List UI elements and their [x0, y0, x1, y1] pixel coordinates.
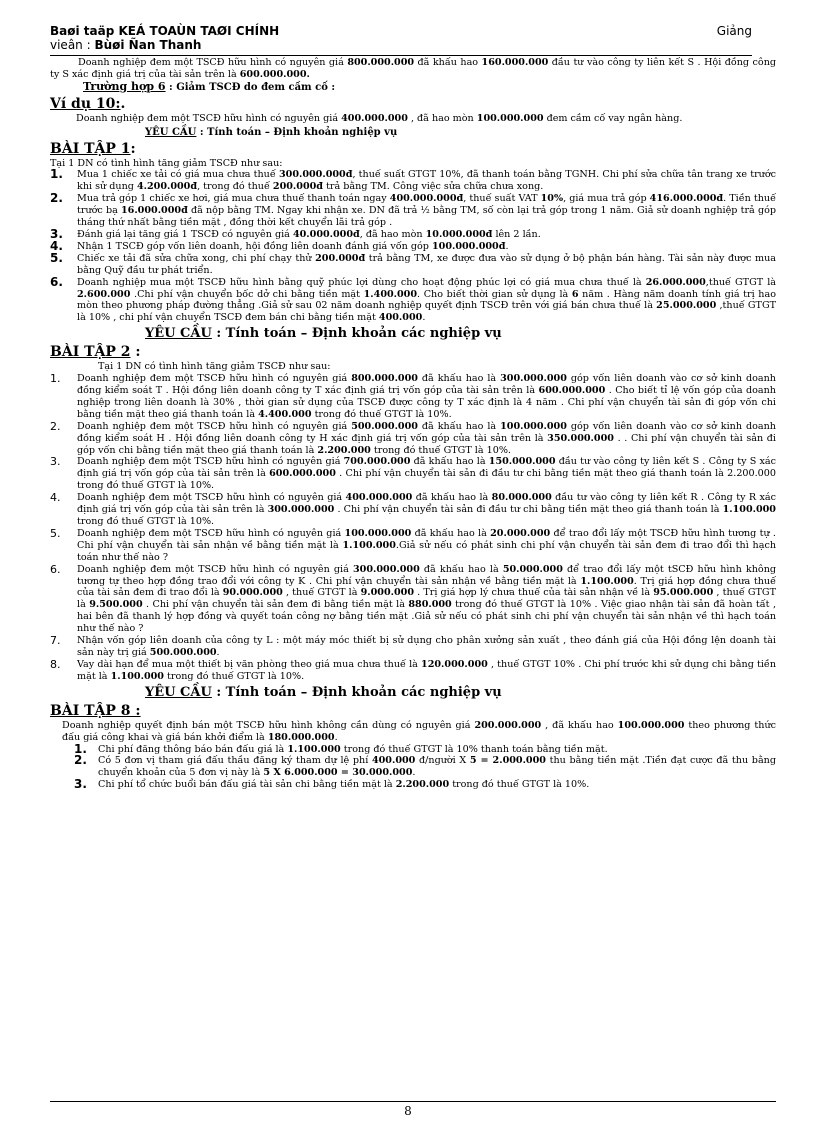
amount: 10% — [540, 193, 564, 205]
item-number: 3. — [74, 777, 87, 792]
text: , trong đó thuế — [197, 181, 273, 193]
req-rest: : Tính toán – Định khoản nghiệp vụ — [196, 126, 398, 138]
text: đã khấu hao là — [417, 420, 501, 432]
text: đem cầm cố vay ngân hàng. — [543, 112, 683, 124]
amount: 100.000.000 — [344, 527, 412, 539]
amount: 1.100.000 — [722, 504, 776, 516]
amount: 9.000.000 — [360, 587, 415, 599]
req-rest: : Tính toán – Định khoản các nghiệp vụ — [211, 326, 502, 342]
text: Chi phí đăng thông báo bán đấu giá là — [98, 743, 288, 755]
text: . Cho biết thời gian sử dụng là — [417, 288, 572, 300]
amount: 800.000.000 — [351, 373, 418, 385]
bt1-intro: Tại 1 DN có tình hình tăng giảm TSCĐ như sau: — [50, 157, 283, 169]
item-number: 4. — [50, 238, 63, 253]
text: . Trị giá hợp lý chưa thuế của tài sản nhận về là — [414, 587, 654, 599]
title-tail: . — [120, 95, 126, 112]
req-rest: : Tính toán – Định khoản các nghiệp vụ — [211, 684, 502, 700]
text: góp vốn liên doanh vào cơ sở kinh doanh đồng kiểm soát T . Hội đồng liên doanh công ty T xác định giá trị vốn góp của tài sản trên là — [77, 373, 776, 397]
text: . . Chi phí vận chuyển tài sản đi góp vốn chi bằng tiền mặt theo giá thanh toán là — [77, 432, 776, 456]
header-title: Baøi taäp KEÁ TOAÙN TAØI CHÍNH — [50, 24, 280, 38]
list-item — [50, 421, 776, 457]
amount: 416.000.000đ — [649, 193, 724, 205]
text: , đã hao mòn — [359, 228, 426, 240]
req-label: YÊU CẦU — [145, 126, 197, 138]
text: . Trị giá hợp đồng chưa thuế của tài sản đem đi trao đổi là — [77, 575, 776, 599]
item-number: 3. — [50, 226, 63, 241]
text: đã khấu hao là — [412, 492, 492, 504]
amount: 1.400.000 — [363, 288, 418, 300]
amount: 40.000.000đ — [292, 228, 360, 240]
amount: 300.000.000 — [352, 563, 420, 575]
bt2-list — [50, 373, 776, 683]
amount: 20.000.000 — [490, 527, 551, 539]
item-number: 6. — [50, 562, 61, 576]
text: .Giả sử nếu có phát sinh chi phí vận chuyển tài sản đem đi trao đổi thì hạch toán như thế nào ? — [77, 539, 776, 563]
amount: 4.200.000đ — [136, 181, 198, 193]
amount: 50.000.000 — [502, 563, 563, 575]
text: . — [422, 312, 426, 324]
amount: 300.000.000 — [267, 504, 335, 516]
text: . — [216, 646, 220, 658]
amount: 90.000.000 — [222, 587, 283, 599]
amount: 10.000.000đ — [425, 228, 493, 240]
example10-title-text: Ví dụ 10: — [50, 95, 121, 112]
text: đã khấu hao là — [419, 563, 503, 575]
text: theo phương thức đấu giá công khai và giá bán khởi điểm là — [62, 719, 776, 743]
bt1-title — [50, 141, 776, 158]
text: đã khấu hao là — [410, 456, 489, 468]
text: Nhận vốn góp liên doanh của công ty L : một máy móc thiết bị sử dụng cho phân xưởng sản xuất , theo đánh giá của Hội đồng lện doanh tài sản này trị giá — [77, 635, 776, 658]
text: Vay dài hạn để mua một thiết bị văn phòng theo giá mua chưa thuế là — [77, 658, 422, 670]
amount: 5 X 6.000.000 = 30.000.000 — [263, 767, 413, 779]
header-author — [50, 38, 752, 52]
text: Doanh nghiệp đem một TSCĐ hữu hình có nguyên giá — [78, 57, 348, 68]
amount: 880.000 — [408, 599, 452, 611]
bt8-intro — [62, 720, 776, 744]
list-item — [50, 274, 777, 325]
list-item — [50, 456, 776, 492]
text: , thuế suất VAT — [463, 193, 541, 205]
item-number: 5. — [50, 526, 61, 540]
text: Doanh nghiệp đem một TSCĐ hữu hình có nguyên giá — [77, 492, 346, 504]
text: Doanh nghiệp đem một TSCĐ hữu hình có nguyên giá — [77, 420, 352, 432]
item-number: 8. — [50, 657, 61, 671]
req-label: YÊU CẦU — [145, 326, 212, 342]
header-author-label: vieân : — [50, 38, 95, 52]
amount: 300.000.000 — [500, 373, 567, 385]
text: , đã khấu hao — [541, 719, 618, 731]
item-number: 6. — [50, 274, 63, 289]
item-number: 4. — [50, 491, 61, 505]
text: trong đó thuế GTGT là 10%. — [370, 444, 511, 456]
amount: 26.000.000 — [645, 276, 706, 288]
amount: 1.100.000 — [342, 539, 396, 551]
bt1-list — [50, 169, 776, 324]
footer-rule — [50, 1101, 776, 1102]
amount: 200.000đ — [315, 252, 366, 264]
text: .Chi phí vận chuyển bốc dở chi bằng tiền mặt — [130, 288, 364, 300]
bt8-list — [74, 741, 776, 792]
bt2-title-text: BÀI TẬP 2 — [50, 344, 131, 361]
text: . Cho biết tỉ lệ vốn góp của doanh nghiệp trong liên doanh là 30% , thời gian sử dụng của TSCĐ được công ty T xác định là 4 năm . Chi phí vận chuyển tài sản đi góp vốn chi bằng tiền mặt theo giá thanh toán là — [77, 385, 776, 420]
amount: 4.400.000 — [258, 408, 312, 420]
amount: 100.000.000 — [617, 719, 685, 731]
header-author-name: Bùøi Ñan Thanh — [94, 38, 202, 52]
text: Doanh nghiệp đem một TSCĐ hữu hình có nguyên giá — [77, 563, 353, 575]
page-number: 8 — [404, 1104, 412, 1118]
example10-text — [76, 113, 776, 125]
text: Doanh nghiệp đem một TSCĐ hữu hình có nguyên giá — [77, 527, 345, 539]
text: Doanh nghiệp đem một TSCĐ hữu hình có nguyên giá — [77, 456, 344, 468]
text: trong đó thuế GTGT là 10%. — [449, 779, 590, 791]
item-number: 3. — [50, 455, 61, 469]
text: . Chi phí vận chuyển tài sản đi đầu tư chi bằng tiền mặt theo giá thanh toán là — [334, 504, 723, 516]
amount: 25.000.000 — [656, 300, 717, 312]
header-rule — [50, 55, 752, 56]
text: để trao đổi lấy một TSCĐ hữu hình tương tự . Chi phí vận chuyển tài sản nhận về bằng tiền mặt là — [77, 527, 776, 551]
amount: 400.000.000 — [341, 112, 408, 124]
text: đã khấu hao — [414, 57, 482, 68]
bt2-intro: Tại 1 DN có tình hình tăng giảm TSCĐ như sau: — [98, 361, 331, 373]
amount: 800.000.000 — [347, 57, 415, 68]
item-number: 5. — [50, 250, 63, 265]
text: trả bằng TM, xe được đưa vào sử dụng ở bộ phận bán hàng. Tài sản này được mua bằng Quỹ đầu tư phát triển. — [77, 252, 776, 276]
bt1-requirement — [145, 326, 776, 342]
amount: 350.000.000 — [547, 432, 614, 444]
amount: 1.100.000 — [580, 575, 634, 587]
amount: 180.000.000 — [267, 731, 335, 743]
list-item — [50, 635, 776, 659]
list-item — [50, 659, 776, 683]
item-number: 7. — [50, 634, 61, 648]
item-number: 2. — [50, 419, 61, 433]
text: ,thuế GTGT là 10% , chi phí vận chuyển TSCĐ đem bán chi bằng tiền mặt — [77, 300, 777, 324]
amount: 400.000 — [371, 755, 416, 767]
list-item — [50, 193, 776, 229]
case6-label: Trường hợp 6 — [83, 79, 166, 93]
req-label: YÊU CẦU — [145, 684, 212, 700]
text: Chi phí tổ chức buổi bán đấu giá tài sản chi bằng tiền mặt là — [98, 779, 396, 791]
list-item — [50, 492, 776, 528]
amount: 9.500.000 — [89, 599, 143, 611]
text: đã khấu hao là — [411, 527, 491, 539]
text: Mua trả góp 1 chiếc xe hơi, giá mua chưa thuế thanh toán ngay — [77, 193, 390, 205]
text: trả bằng TM. Công việc sửa chữa chưa xong. — [323, 181, 544, 193]
amount: 5 = 2.000.000 — [469, 755, 546, 767]
amount: 600.000.000 — [538, 385, 606, 397]
header-right: Giảng — [716, 24, 752, 38]
amount: 200.000.000 — [474, 719, 542, 731]
text: Doanh nghiệp quyết định bán một TSCĐ hữu hình không cần dùng có nguyên giá — [62, 719, 475, 731]
case6-rest: : Giảm TSCĐ do đem cầm cố : — [165, 81, 336, 93]
text: năm . Hàng năm doanh tính giá trị hao mòn theo phương pháp đường thẳng .Giả sử sau 02 năm doanh nghiệp quyết định TSCĐ trên với giá bán chưa thuế là — [77, 288, 776, 312]
bt2-requirement — [145, 685, 776, 701]
amount: 600.000.000. — [239, 68, 310, 80]
text: trong đó thuế GTGT là 10% thanh toán bằng tiền mặt. — [340, 743, 608, 755]
amount: 16.000.000đ — [120, 205, 188, 217]
amount: 400.000.000đ — [389, 193, 464, 205]
list-item — [50, 226, 776, 241]
text: đầu tư vào công ty liên kết S . Hội đồng công ty S xác định giá trị của tài sản trên là — [50, 57, 777, 80]
text: trong đó thuế GTGT là 10% . Việc giao nhận tài sản đã hoàn tất , hai bên đã thanh lý hợp đồng và quyết toán công nợ bằng tiền mặt .Giả sử nếu có phát sinh chi phí vận chuyển tài sản nhận về thì hạch toán như thế nào ? — [77, 599, 776, 635]
amount: 700.000.000 — [343, 456, 411, 468]
text: để trao đổi lấy một tSCĐ hữu hình không tương tự theo hợp đồng trao đổi với công ty K . Chi phí vận chuyển tài sản nhận về bằng tiền mặt là — [77, 563, 777, 587]
example10-requirement — [145, 127, 776, 139]
title-tail: : — [130, 140, 136, 157]
text: đ/người X — [415, 755, 470, 767]
list-item — [50, 528, 776, 564]
text: trong đó thuế GTGT là 10%. — [311, 408, 452, 420]
amount: 1.100.000 — [110, 670, 164, 682]
text: đã khấu hao là — [417, 373, 501, 385]
text: Doanh nghiệp đem một TSCĐ hữu hình có nguyên giá — [77, 373, 352, 385]
amount: 200.000đ — [272, 181, 324, 193]
bt1-title-text: BÀI TẬP 1 — [50, 140, 131, 157]
page-content — [50, 57, 776, 791]
bt8-title — [50, 703, 776, 720]
bt8-title-text: BÀI TẬP 8 : — [50, 702, 141, 719]
item-number: 2. — [50, 191, 63, 206]
amount: 100.000.000 — [500, 420, 567, 432]
text: Doanh nghiệp mua một TSCĐ hữu hình bằng quỹ phúc lợi dùng cho hoạt động phúc lợi có giá mua chưa thuế là — [77, 276, 646, 288]
text: ,thuế GTGT là — [705, 276, 776, 288]
amount: 400.000 — [378, 312, 423, 324]
amount: 2.200.000 — [317, 444, 371, 456]
intro-paragraph — [50, 57, 776, 81]
amount: 500.000.000 — [149, 646, 217, 658]
text: . — [412, 767, 416, 779]
amount: 160.000.000 — [481, 57, 549, 68]
text: Đánh giá lại tăng giá 1 TSCĐ có nguyên giá — [77, 228, 293, 240]
amount: 120.000.000 — [421, 658, 488, 670]
text: Có 5 đơn vị tham giá đấu thầu đăng ký tham dự lệ phí — [98, 755, 372, 767]
bt2-title — [50, 344, 776, 361]
text: Nhận 1 TSCĐ góp vốn liên doanh, hội đồng liên doanh đánh giá vốn góp — [77, 240, 432, 252]
title-tail: : — [130, 344, 141, 361]
item-number: 1. — [74, 741, 87, 756]
amount: 2.600.000 — [77, 288, 131, 300]
text: , thuế GTGT 10% . Chi phí trước khi sử dụng chi bằng tiền mặt là — [77, 658, 776, 682]
amount: 150.000.000 — [488, 456, 556, 468]
item-number: 1. — [50, 167, 63, 182]
amount: 400.000.000 — [345, 492, 413, 504]
amount: 600.000.000 — [269, 468, 336, 480]
list-item — [74, 779, 776, 791]
list-item — [50, 564, 776, 635]
text: , giá mua trả góp — [563, 193, 650, 205]
text: , thuế suất GTGT 10%, đã thanh toán bằng TGNH. Chi phí sửa chữa tân trang xe trước khi sử dụng — [77, 169, 776, 193]
amount: 100.000.000đ — [431, 240, 506, 252]
text: lên 2 lần. — [492, 228, 541, 240]
list-item — [50, 250, 776, 277]
item-number: 1. — [50, 372, 61, 386]
amount: 2.200.000 — [395, 779, 450, 791]
list-item — [50, 169, 776, 193]
text: , đã hao mòn — [407, 112, 477, 124]
list-item — [50, 373, 776, 421]
text: trong đó thuế GTGT là 10%. — [163, 670, 305, 682]
case6-heading — [83, 81, 776, 94]
text: . — [505, 240, 509, 252]
text: . Chi phí vận chuyển tài sản đem đi bằng tiền mặt là — [142, 599, 409, 611]
text: trong đó thuế GTGT là 10%. — [77, 516, 215, 527]
text: Mua 1 chiếc xe tải có giá mua chưa thuế — [77, 169, 279, 181]
text: Doanh nghiệp đem một TSCĐ hữu hình có nguyên giá — [76, 112, 342, 124]
amount: 6 — [571, 288, 579, 300]
text: đã nộp bằng TM. Ngay khi nhận xe. DN đã trả ½ bằng TM, số còn lại trả góp trong 1 năm. Giả sử doanh nghiệp trả góp tháng thứ nhất bằng tiền mặt , đồng thời kết chuyển lãi trả góp . — [77, 205, 777, 229]
text: góp vốn liên doanh vào cơ sở kinh doanh đồng kiểm soát H . Hội đồng liên doanh công ty H xác định giá trị vốn góp của tài sản trên là — [77, 420, 776, 444]
amount: 100.000.000 — [476, 112, 544, 124]
text: đầu tư vào công ty liên kết S . Công ty S xác định giá trị vốn góp của tài sản trên là — [77, 456, 776, 480]
text: , thuế GTGT là — [282, 587, 361, 599]
amount: 500.000.000 — [351, 420, 418, 432]
amount: 80.000.000 — [491, 492, 552, 504]
list-item — [74, 755, 776, 779]
amount: 1.100.000 — [287, 743, 341, 755]
text: . Tiền thuế trước bạ — [77, 193, 777, 217]
text: Chiếc xe tải đã sửa chữa xong, chi phí chạy thử — [77, 252, 316, 264]
text: . Chi phí vận chuyển tài sản đi đầu tư chi bằng tiền mặt theo giá thanh toán là 2.200.000 trong đó thuế GTGT là 10%. — [77, 468, 776, 492]
page-header — [50, 24, 752, 52]
text: , thuế GTGT là — [77, 587, 776, 611]
amount: 95.000.000 — [653, 587, 714, 599]
text: thu bằng tiền mặt .Tiền đạt cược đã thu bằng chuyển khoản của 5 đơn vị này là — [98, 755, 776, 779]
bt8-section — [62, 720, 776, 791]
example10-title — [50, 96, 776, 113]
list-item — [50, 238, 776, 253]
text: đầu tư vào công ty liên kết R . Công ty R xác định giá trị vốn góp của tài sản trên là — [77, 492, 777, 516]
list-item — [74, 741, 776, 756]
item-number: 2. — [74, 753, 87, 768]
amount: 300.000.000đ — [278, 169, 353, 181]
text: . — [334, 731, 338, 743]
